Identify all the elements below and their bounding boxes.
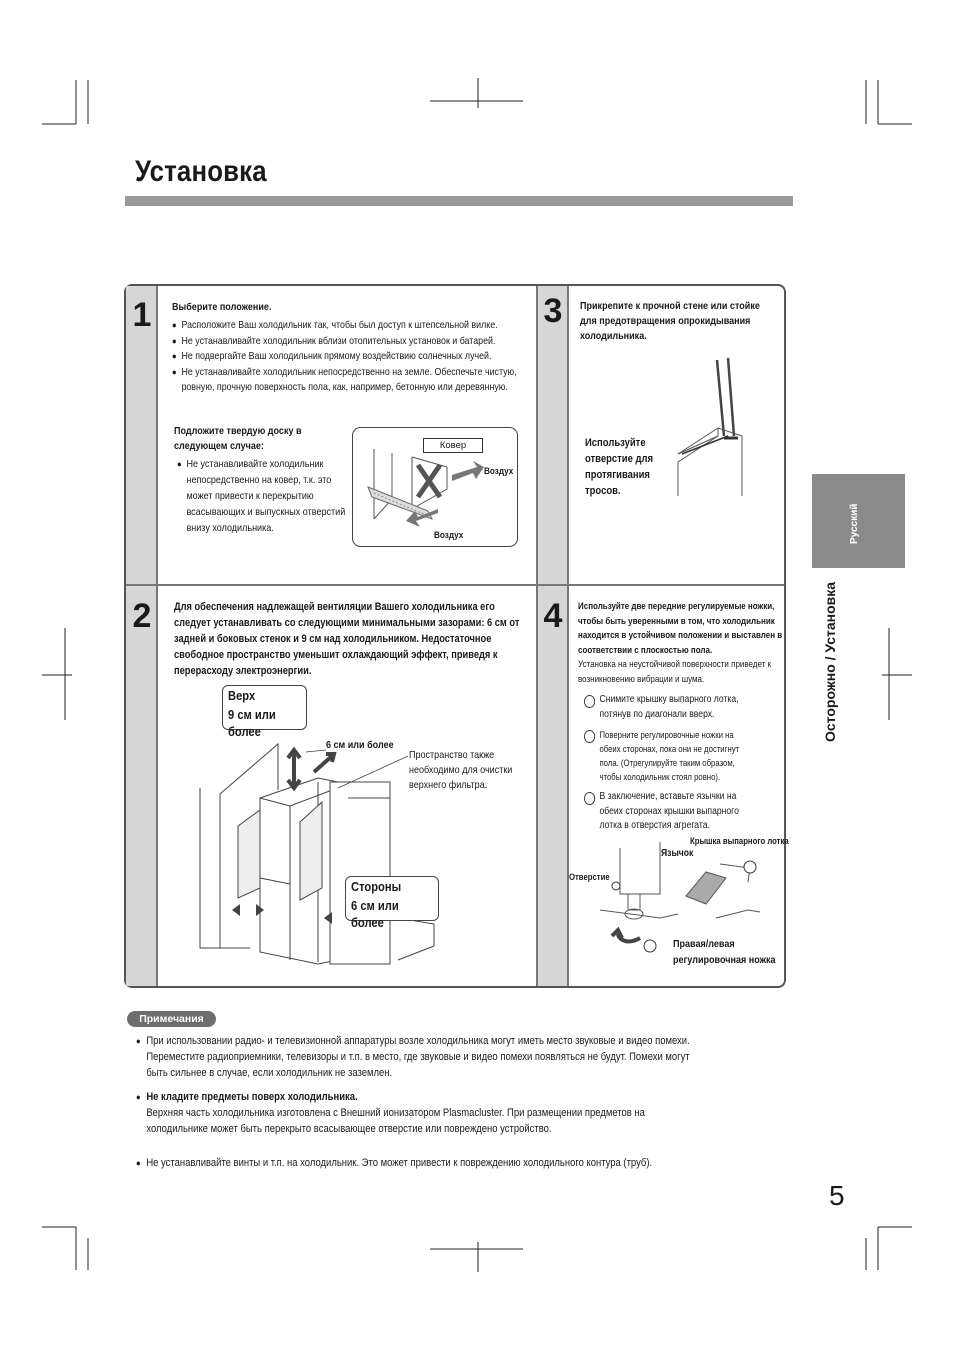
board-bullets <box>177 456 353 536</box>
list-item <box>584 790 756 834</box>
list-item: ● Расположите Ваш холодильник так, чтобы был доступ к штепсельной вилке. <box>172 318 529 334</box>
step-circle-icon <box>584 695 595 708</box>
divider <box>156 286 158 986</box>
note-text: ● При использовании радио- и телевизионной аппаратуры возле холодильника могут иметь место звуковые и видео помехи. Переместите радиоприемники, телевизоры и т.п. в место, где звуковые и видео помехи появляться не будут. Помехи могут быть сильнее в случае, если холодильник не заземлен. <box>136 1033 704 1081</box>
step4-step-text: В заключение, вставьте язычки на обеих сторонах крышки выпарного лотка в отверстия агрегата. <box>599 791 739 831</box>
step4-step-text: Поверните регулировочные ножки на обеих сторонах, пока они не достигнут пола. (Отрегулируйте таким образом, чтобы холодильник стоял ровно). <box>599 730 740 782</box>
list-item <box>584 693 756 722</box>
list-item: ● Не устанавливайте холодильник непосредственно на земле. Обеспечьте чистую, ровную, прочную поверхность пола, как, например, бетонную или деревянную. <box>172 365 529 396</box>
list-item: ● Не подвергайте Ваш холодильник прямому воздействию солнечных лучей. <box>172 349 529 365</box>
step4-note: Установка на неустойчивой поверхности приведет к возникновению вибрации и шума. <box>578 659 772 684</box>
sides-clearance-label: Стороны <box>351 879 402 894</box>
step3-4-number-column <box>537 286 567 986</box>
language-tab-label: Русский <box>849 503 860 544</box>
top-clearance-label: Верх <box>228 688 256 703</box>
notes-item <box>136 1033 704 1081</box>
step-circle-icon <box>584 730 595 743</box>
tab-label: Язычок <box>661 848 694 859</box>
divider <box>536 286 538 986</box>
step3-number: 3 <box>543 292 563 330</box>
step1-bullets <box>172 318 529 396</box>
step1-heading: Выберите положение. <box>172 301 272 313</box>
carpet-label: Ковер <box>423 438 483 453</box>
step3-figure-label: Используйте отверстие для протягивания тросов. <box>585 437 654 497</box>
list-item: ● Не устанавливайте холодильник вблизи отопительных установок и батарей. <box>172 334 529 350</box>
clearance-figure <box>198 728 438 968</box>
step1-2-number-column <box>126 286 156 986</box>
page-number: 5 <box>829 1180 845 1211</box>
step3-heading: Прикрепите к прочной стене или стойке для предотвращения опрокидывания холодильника. <box>580 300 760 342</box>
adjusting-foot-label: Правая/левая регулировочная ножка <box>673 938 776 966</box>
note-text: ● Не устанавливайте винты и т.п. на холодильник. Это может привести к повреждению холодильного контура (труб). <box>136 1155 704 1171</box>
note-heading: ● Не кладите предметы поверх холодильника. <box>136 1089 704 1105</box>
notes-badge: Примечания <box>127 1011 216 1027</box>
step4-list <box>584 693 756 840</box>
sides-clearance-value: 6 см или более <box>351 898 399 930</box>
step4-step-text: Снимите крышку выпарного лотка, потянув по диагонали вверх. <box>599 694 739 720</box>
list-item: ● Не устанавливайте холодильник непосредственно на ковер, т.к. это может привести к перекрытию всасывающих и выпускных отверстий внизу холодильника. <box>177 456 353 536</box>
step1-number: 1 <box>132 296 152 334</box>
air-label: Воздух <box>434 530 464 541</box>
sides-clearance-callout <box>345 876 439 930</box>
step-circle-icon <box>584 792 595 805</box>
step2-number: 2 <box>132 597 152 635</box>
note-text: Верхняя часть холодильника изготовлена с Внешний ионизатором Plasmacluster. При размещении предметов на холодильнике может быть перекрыто всасывающее отверстие или повреждено устройство. <box>146 1107 645 1135</box>
board-heading: Подложите твердую доску в следующем случае: <box>174 425 302 452</box>
step2-text: Для обеспечения надлежащей вентиляции Вашего холодильника его следует устанавливать со следующими минимальными зазорами: 6 см от задней и боковых стенок и 9 см над холодильником. Недостаточное свободное пространство уменьшит охлаждающий эффект, приведя к перерасходу электроэнергии. <box>174 601 520 677</box>
section-vertical-label: Осторожно / Установка <box>822 581 838 742</box>
step4-number: 4 <box>543 597 563 635</box>
title-rule <box>125 196 793 206</box>
hole-label: Отверстие <box>569 872 610 882</box>
top-clearance-callout <box>222 685 307 739</box>
step4-intro: Используйте две передние регулируемые ножки, чтобы быть уверенными в том, что холодильник находится в устойчивом положении и выставлен в соответствии с плоскостью пола. <box>578 601 783 655</box>
top-clearance-value: 9 см или более <box>228 707 276 739</box>
language-tab <box>812 474 905 568</box>
divider <box>126 584 784 586</box>
back-clearance-label: 6 см или более <box>326 739 394 751</box>
wall-anchor-figure <box>660 356 760 498</box>
list-item <box>584 728 756 784</box>
notes-item <box>136 1155 704 1171</box>
notes-item <box>136 1089 704 1137</box>
evaporator-cover-label: Крышка выпарного лотка <box>690 836 789 846</box>
page-title: Установка <box>135 155 267 188</box>
filter-note: Пространство также необходимо для очистки верхнего фильтра. <box>409 749 513 791</box>
air-label: Воздух <box>484 466 514 477</box>
